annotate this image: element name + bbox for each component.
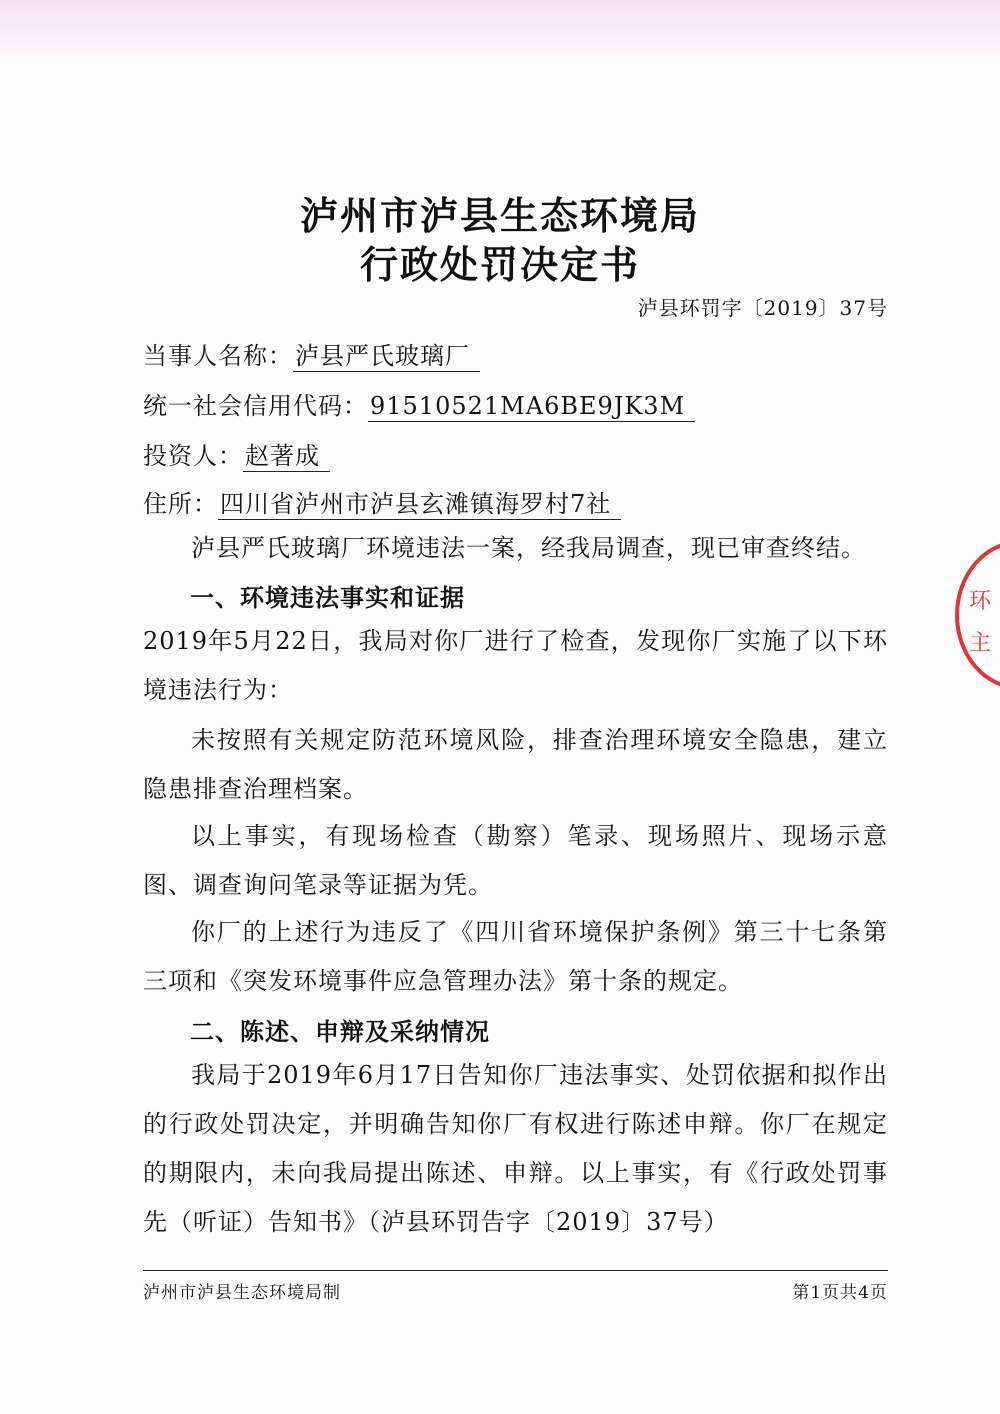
stamp-char-1: 环 xyxy=(969,589,992,614)
document-title-line2: 行政处罚决定书 xyxy=(359,242,640,287)
footer-page-number: 第1页共4页 xyxy=(792,1283,888,1303)
credit-code-label: 统一社会信用代码： xyxy=(143,392,368,420)
footer-divider xyxy=(143,1270,888,1271)
section2-heading: 二、陈述、申辩及采纳情况 xyxy=(190,1017,490,1046)
stamp-char-2: 主 xyxy=(969,631,992,656)
address-value: 四川省泸州市泸县玄滩镇海罗村7社 xyxy=(218,491,621,520)
document-title-line1: 泸州市泸县生态环境局 xyxy=(299,193,700,238)
party-name-label: 当事人名称： xyxy=(143,342,293,370)
section1-paragraph-1: 2019年5月22日，我局对你厂进行了检查，发现你厂实施了以下环境违法行为： xyxy=(143,627,888,704)
section1-paragraph-2: 未按照有关规定防范环境风险，排查治理环境安全隐患，建立隐患排查治理档案。 xyxy=(143,726,888,803)
page-top-tint xyxy=(0,0,1000,60)
section1-paragraph-3: 以上事实，有现场检查（勘察）笔录、现场照片、现场示意图、调查询问笔录等证据为凭。 xyxy=(143,822,888,899)
credit-code-value: 91510521MA6BE9JK3M xyxy=(368,393,695,422)
investor-value: 赵著成 xyxy=(243,443,330,472)
investor-field xyxy=(143,436,330,472)
party-name-field xyxy=(143,336,480,372)
section1-paragraph-4: 你厂的上述行为违反了《四川省环境保护条例》第三十七条第三项和《突发环境事件应急管理办法》第十条的规定。 xyxy=(143,918,888,995)
investor-label: 投资人： xyxy=(143,442,243,470)
footer-issuer: 泸州市泸县生态环境局制 xyxy=(143,1283,341,1303)
intro-paragraph: 泸县严氏玻璃厂环境违法一案，经我局调查，现已审查终结。 xyxy=(191,534,866,562)
section1-heading: 一、环境违法事实和证据 xyxy=(190,583,465,612)
address-field xyxy=(143,484,621,520)
credit-code-field xyxy=(143,386,695,422)
official-seal-stamp xyxy=(955,540,1000,690)
section2-paragraph-1: 我局于2019年6月17日告知你厂违法事实、处罚依据和拟作出的行政处罚决定，并明确告知你厂有权进行陈述申辩。你厂在规定的期限内，未向我局提出陈述、申辩。以上事实，有《行政处罚事先（听证）告知书》（泸县环罚告字〔2019〕37号） xyxy=(143,1061,888,1236)
document-number: 泸县环罚字〔2019〕37号 xyxy=(637,296,888,320)
address-label: 住所： xyxy=(143,490,218,518)
party-name-value: 泸县严氏玻璃厂 xyxy=(293,343,480,372)
